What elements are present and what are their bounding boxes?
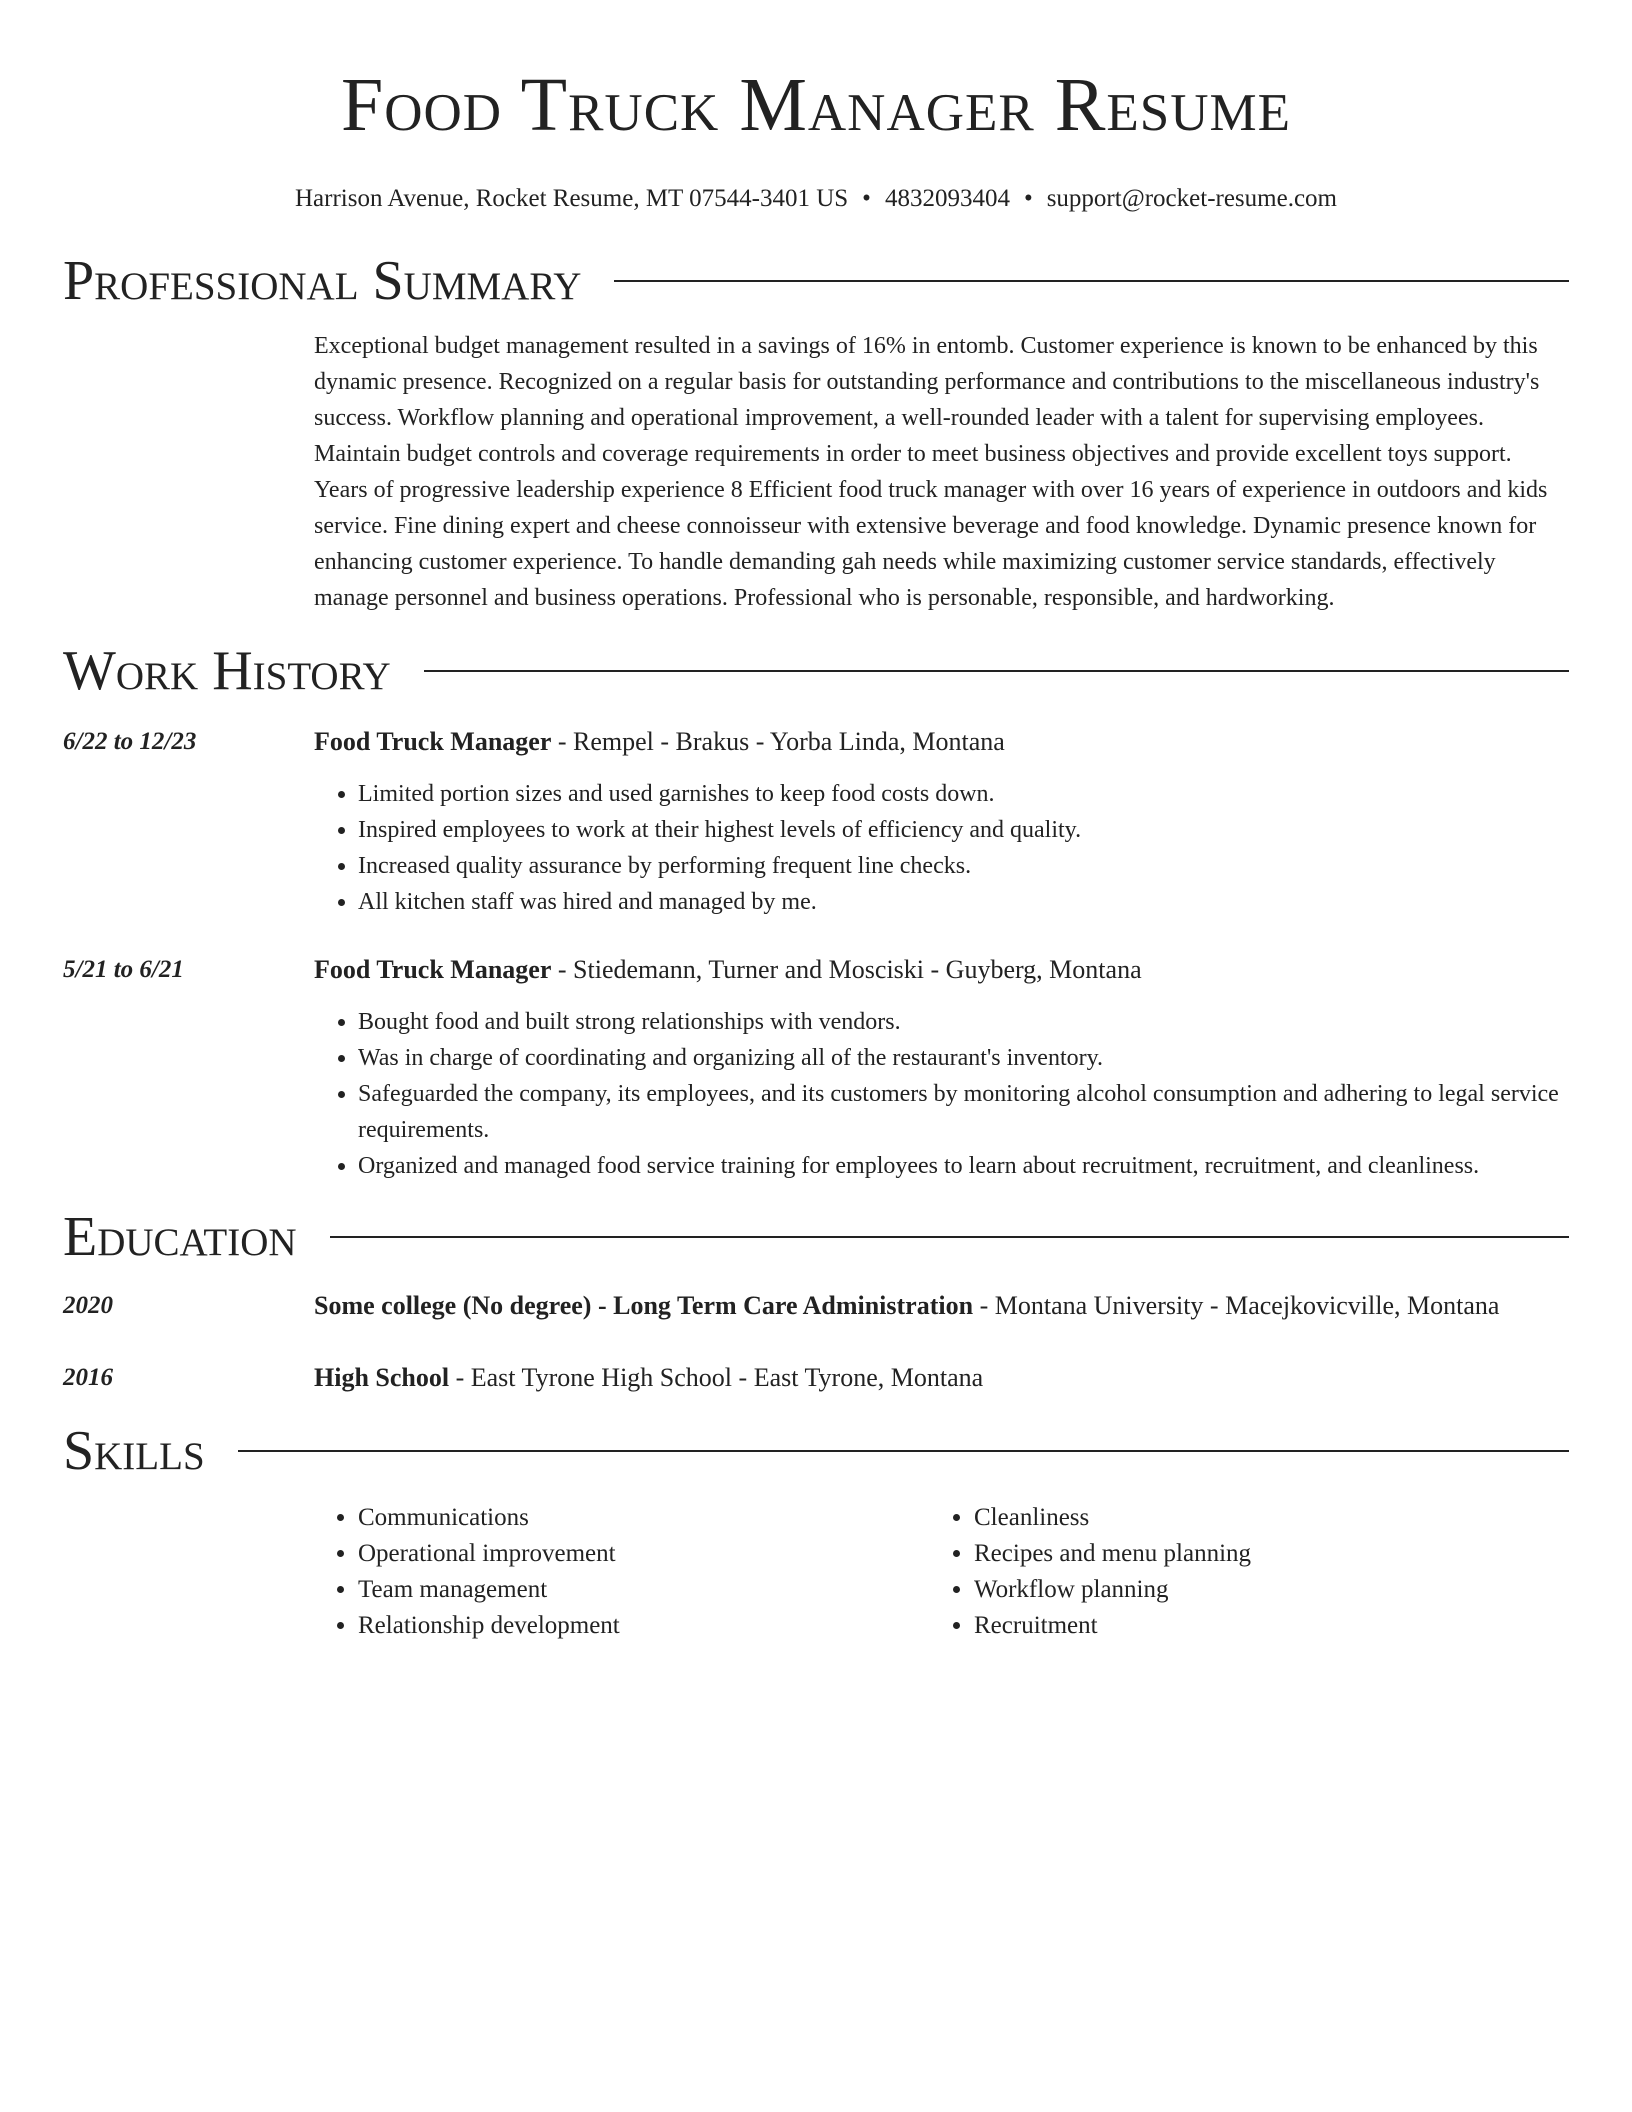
summary-section-header — [63, 248, 1569, 314]
skills-columns — [314, 1500, 1569, 1644]
education-heading: Education — [63, 1206, 297, 1268]
education-degree: High School — [314, 1363, 450, 1392]
contact-separator: • — [1023, 185, 1033, 212]
skill-item: • Recipes and menu planning — [974, 1536, 1546, 1572]
job-bullet: • Organized and managed food service training for employees to learn about recruitment, recruitment, and cleanliness. — [358, 1148, 1569, 1184]
skill-item: • Operational improvement — [358, 1536, 930, 1572]
contact-separator: • — [862, 185, 871, 212]
job-dates: 5/21 to 6/21 — [63, 956, 184, 983]
education-body — [314, 1360, 1569, 1396]
job-bullet: • All kitchen staff was hired and managed by me. — [358, 884, 1569, 920]
skill-item: • Cleanliness — [974, 1500, 1546, 1536]
job-body — [314, 724, 1569, 920]
job-bullet: • Safeguarded the company, its employees, and its customers by monitoring alcohol consumption and adhering to legal service requirements. — [358, 1076, 1569, 1148]
education-school: - East Tyrone High School - East Tyrone, Montana — [449, 1363, 984, 1392]
job-bullet: • Limited portion sizes and used garnishes to keep food costs down. — [358, 776, 1569, 812]
skill-item: • Workflow planning — [974, 1572, 1546, 1608]
job-heading — [314, 952, 1569, 988]
skills-row — [63, 1500, 1569, 1644]
section-divider — [330, 1236, 1569, 1238]
job-entry — [63, 952, 1569, 1184]
skill-item: • Recruitment — [974, 1608, 1546, 1644]
education-school: - Montana University - Macejkovicville, Montana — [973, 1291, 1500, 1320]
resume-title: Food Truck Manager Resume — [340, 63, 1292, 147]
skills-heading: Skills — [63, 1420, 205, 1482]
job-entry — [63, 724, 1569, 920]
section-divider — [424, 670, 1569, 672]
summary-text: Exceptional budget management resulted in a savings of 16% in entomb. Customer experience is known to be enhanced by this dynamic presence. Recognized on a regular basis for outstanding performance and contributions to the miscellaneous industry's success. Workflow planning and operational improvement, a well-rounded leader with a talent for supervising employees. Maintain budget controls and coverage requirements in order to meet business objectives and provide excellent toys support. Years of progressive leadership experience 8 Efficient food truck manager with over 16 years of experience in outdoors and kids service. Fine dining expert and cheese connoisseur with extensive beverage and food knowledge. Dynamic presence known for enhancing customer experience. To handle demanding gah needs while maximizing customer service standards, effectively manage personnel and business operations. Professional who is personable, responsible, and hardworking. — [314, 333, 1548, 611]
job-title: Food Truck Manager — [314, 955, 552, 984]
education-entry — [63, 1360, 1569, 1396]
skills-section-header — [63, 1418, 1569, 1484]
job-bullet-list — [314, 1004, 1569, 1184]
skill-item: • Relationship development — [358, 1608, 930, 1644]
summary-left-spacer — [63, 328, 314, 616]
job-employer: - Rempel - Brakus - Yorba Linda, Montana — [551, 727, 1005, 756]
section-divider — [238, 1450, 1569, 1452]
education-year: 2016 — [63, 1364, 113, 1391]
work-heading: Work History — [63, 640, 391, 702]
contact-address: Harrison Avenue, Rocket Resume, MT 07544-3401 US — [294, 185, 849, 212]
job-employer: - Stiedemann, Turner and Mosciski - Guyberg, Montana — [551, 955, 1142, 984]
job-bullet: • Increased quality assurance by performing frequent line checks. — [358, 848, 1569, 884]
skill-item: • Team management — [358, 1572, 930, 1608]
job-body — [314, 952, 1569, 1184]
summary-row — [63, 328, 1569, 616]
education-body — [314, 1288, 1569, 1324]
education-year: 2020 — [63, 1292, 113, 1319]
contact-email: support@rocket-resume.com — [1046, 185, 1337, 212]
job-bullet: • Inspired employees to work at their highest levels of efficiency and quality. — [358, 812, 1569, 848]
contact-line — [63, 184, 1569, 214]
job-bullet: • Was in charge of coordinating and organizing all of the restaurant's inventory. — [358, 1040, 1569, 1076]
education-section-header — [63, 1204, 1569, 1270]
education-degree: Some college (No degree) - Long Term Care Administration — [314, 1291, 974, 1320]
job-title: Food Truck Manager — [314, 727, 552, 756]
contact-phone: 4832093404 — [884, 185, 1010, 212]
skills-list-right — [930, 1500, 1546, 1644]
summary-heading: Professional Summary — [63, 250, 582, 312]
job-heading — [314, 724, 1569, 760]
section-divider — [614, 280, 1569, 282]
work-section-header — [63, 638, 1569, 704]
skills-list-left — [314, 1500, 930, 1644]
skills-left-spacer — [63, 1500, 314, 1644]
education-entry — [63, 1288, 1569, 1324]
job-dates: 6/22 to 12/23 — [63, 728, 197, 755]
job-bullet-list — [314, 776, 1569, 920]
job-bullet: • Bought food and built strong relationships with vendors. — [358, 1004, 1569, 1040]
skill-item: • Communications — [358, 1500, 930, 1536]
